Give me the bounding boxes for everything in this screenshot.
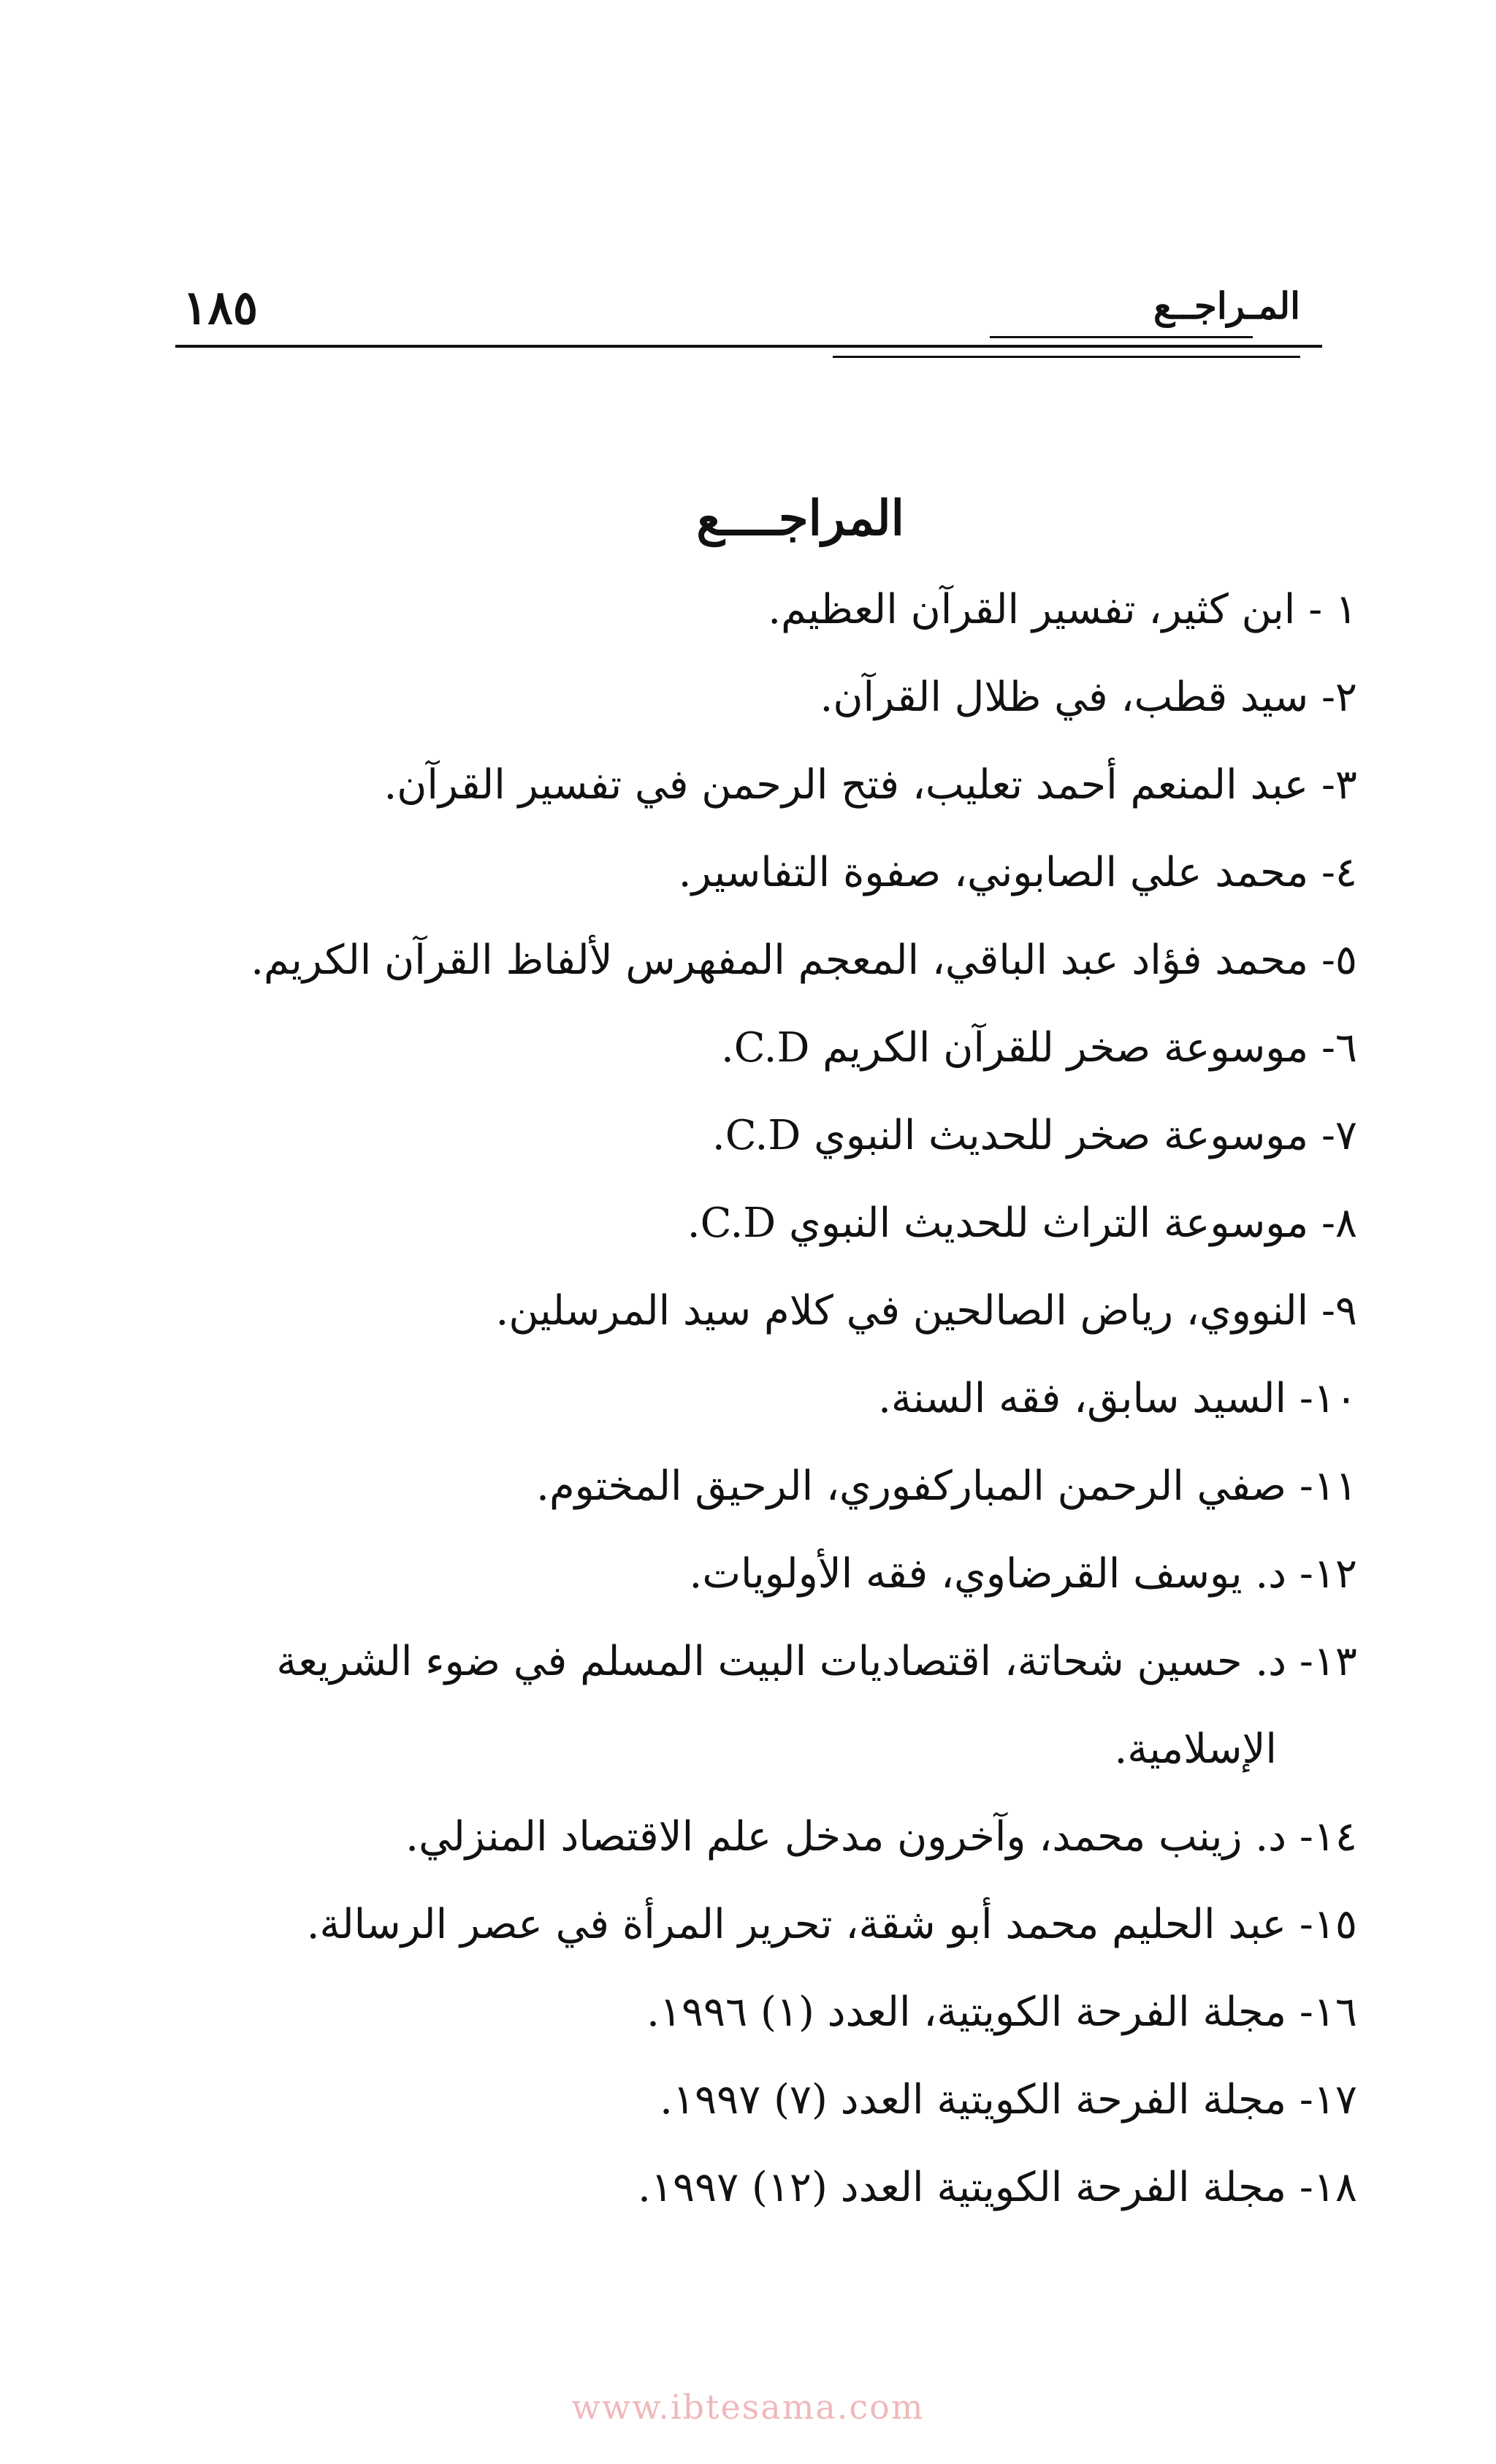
reference-number: ٥-	[1321, 937, 1357, 984]
reference-number: ٤-	[1321, 849, 1357, 896]
reference-item	[168, 1267, 1357, 1355]
reference-continuation	[168, 1706, 1357, 1793]
page-number: ١٨٥	[183, 281, 259, 335]
reference-item	[168, 2056, 1357, 2144]
reference-item	[168, 1969, 1357, 2056]
reference-number: ١٤-	[1299, 1813, 1357, 1861]
reference-number: ١٦-	[1299, 1988, 1357, 2036]
reference-item	[168, 566, 1357, 654]
reference-item	[168, 1530, 1357, 1618]
reference-text: موسوعة صخر للحديث النبوي C.D.	[711, 1112, 1309, 1159]
reference-item	[168, 1793, 1357, 1881]
running-title: المـراجــع	[1153, 284, 1300, 327]
reference-item	[168, 1004, 1357, 1092]
reference-text: صفي الرحمن المباركفوري، الرحيق المختوم.	[536, 1462, 1287, 1510]
reference-text: السيد سابق، فقه السنة.	[878, 1375, 1287, 1422]
reference-number: ١٣-	[1299, 1638, 1357, 1685]
reference-text: د. حسين شحاتة، اقتصاديات البيت المسلم في ضوء الشريعة	[276, 1638, 1287, 1685]
reference-number: ٩-	[1321, 1287, 1357, 1335]
reference-text: موسوعة التراث للحديث النبوي C.D.	[687, 1199, 1309, 1247]
header-rule	[175, 345, 1322, 348]
header-rule-upper	[990, 336, 1253, 338]
reference-text: مجلة الفرحة الكويتية العدد (١٢) ١٩٩٧.	[638, 2164, 1287, 2211]
reference-number: ٢-	[1321, 674, 1357, 721]
reference-number: ٦-	[1321, 1024, 1357, 1072]
reference-item	[168, 2144, 1357, 2232]
reference-text: مجلة الفرحة الكويتية العدد (٧) ١٩٩٧.	[660, 2076, 1287, 2124]
reference-number: ١٠-	[1299, 1375, 1357, 1422]
reference-item	[168, 829, 1357, 917]
reference-item	[168, 1618, 1357, 1706]
reference-number: ٨-	[1321, 1199, 1357, 1247]
reference-text: مجلة الفرحة الكويتية، العدد (١) ١٩٩٦.	[646, 1988, 1287, 2036]
reference-text: موسوعة صخر للقرآن الكريم C.D.	[720, 1024, 1309, 1072]
reference-item	[168, 1355, 1357, 1443]
reference-text: سيد قطب، في ظلال القرآن.	[820, 674, 1309, 721]
reference-number: ١ -	[1308, 586, 1357, 633]
reference-item	[168, 1180, 1357, 1267]
reference-text: ابن كثير، تفسير القرآن العظيم.	[768, 586, 1296, 633]
reference-number: ٧-	[1321, 1112, 1357, 1159]
reference-number: ١٨-	[1299, 2164, 1357, 2211]
section-title: المراجــــع	[696, 489, 904, 546]
running-header	[175, 281, 1322, 365]
reference-text: محمد فؤاد عبد الباقي، المعجم المفهرس لألفاظ القرآن الكريم.	[251, 937, 1309, 984]
reference-text: عبد الحليم محمد أبو شقة، تحرير المرأة في عصر الرسالة.	[306, 1901, 1287, 1948]
watermark-url: www.ibtesama.com	[571, 2387, 925, 2427]
reference-text: د. زينب محمد، وآخرون مدخل علم الاقتصاد المنزلي.	[405, 1813, 1287, 1861]
reference-number: ١١-	[1299, 1462, 1357, 1510]
header-rule-lower	[833, 356, 1300, 358]
reference-text: النووي، رياض الصالحين في كلام سيد المرسلين.	[495, 1287, 1309, 1335]
reference-text: د. يوسف القرضاوي، فقه الأولويات.	[689, 1550, 1287, 1598]
reference-text-continuation: الإسلامية.	[1114, 1725, 1277, 1773]
reference-item	[168, 654, 1357, 741]
reference-number: ١٧-	[1299, 2076, 1357, 2124]
references-list	[168, 566, 1357, 2232]
reference-item	[168, 917, 1357, 1004]
reference-text: محمد علي الصابوني، صفوة التفاسير.	[678, 849, 1309, 896]
reference-item	[168, 1443, 1357, 1530]
reference-number: ١٥-	[1299, 1901, 1357, 1948]
reference-item	[168, 1881, 1357, 1969]
reference-number: ١٢-	[1299, 1550, 1357, 1598]
reference-item	[168, 1092, 1357, 1180]
reference-number: ٣-	[1321, 761, 1357, 809]
reference-item	[168, 741, 1357, 829]
reference-text: عبد المنعم أحمد تعليب، فتح الرحمن في تفسير القرآن.	[383, 761, 1309, 809]
